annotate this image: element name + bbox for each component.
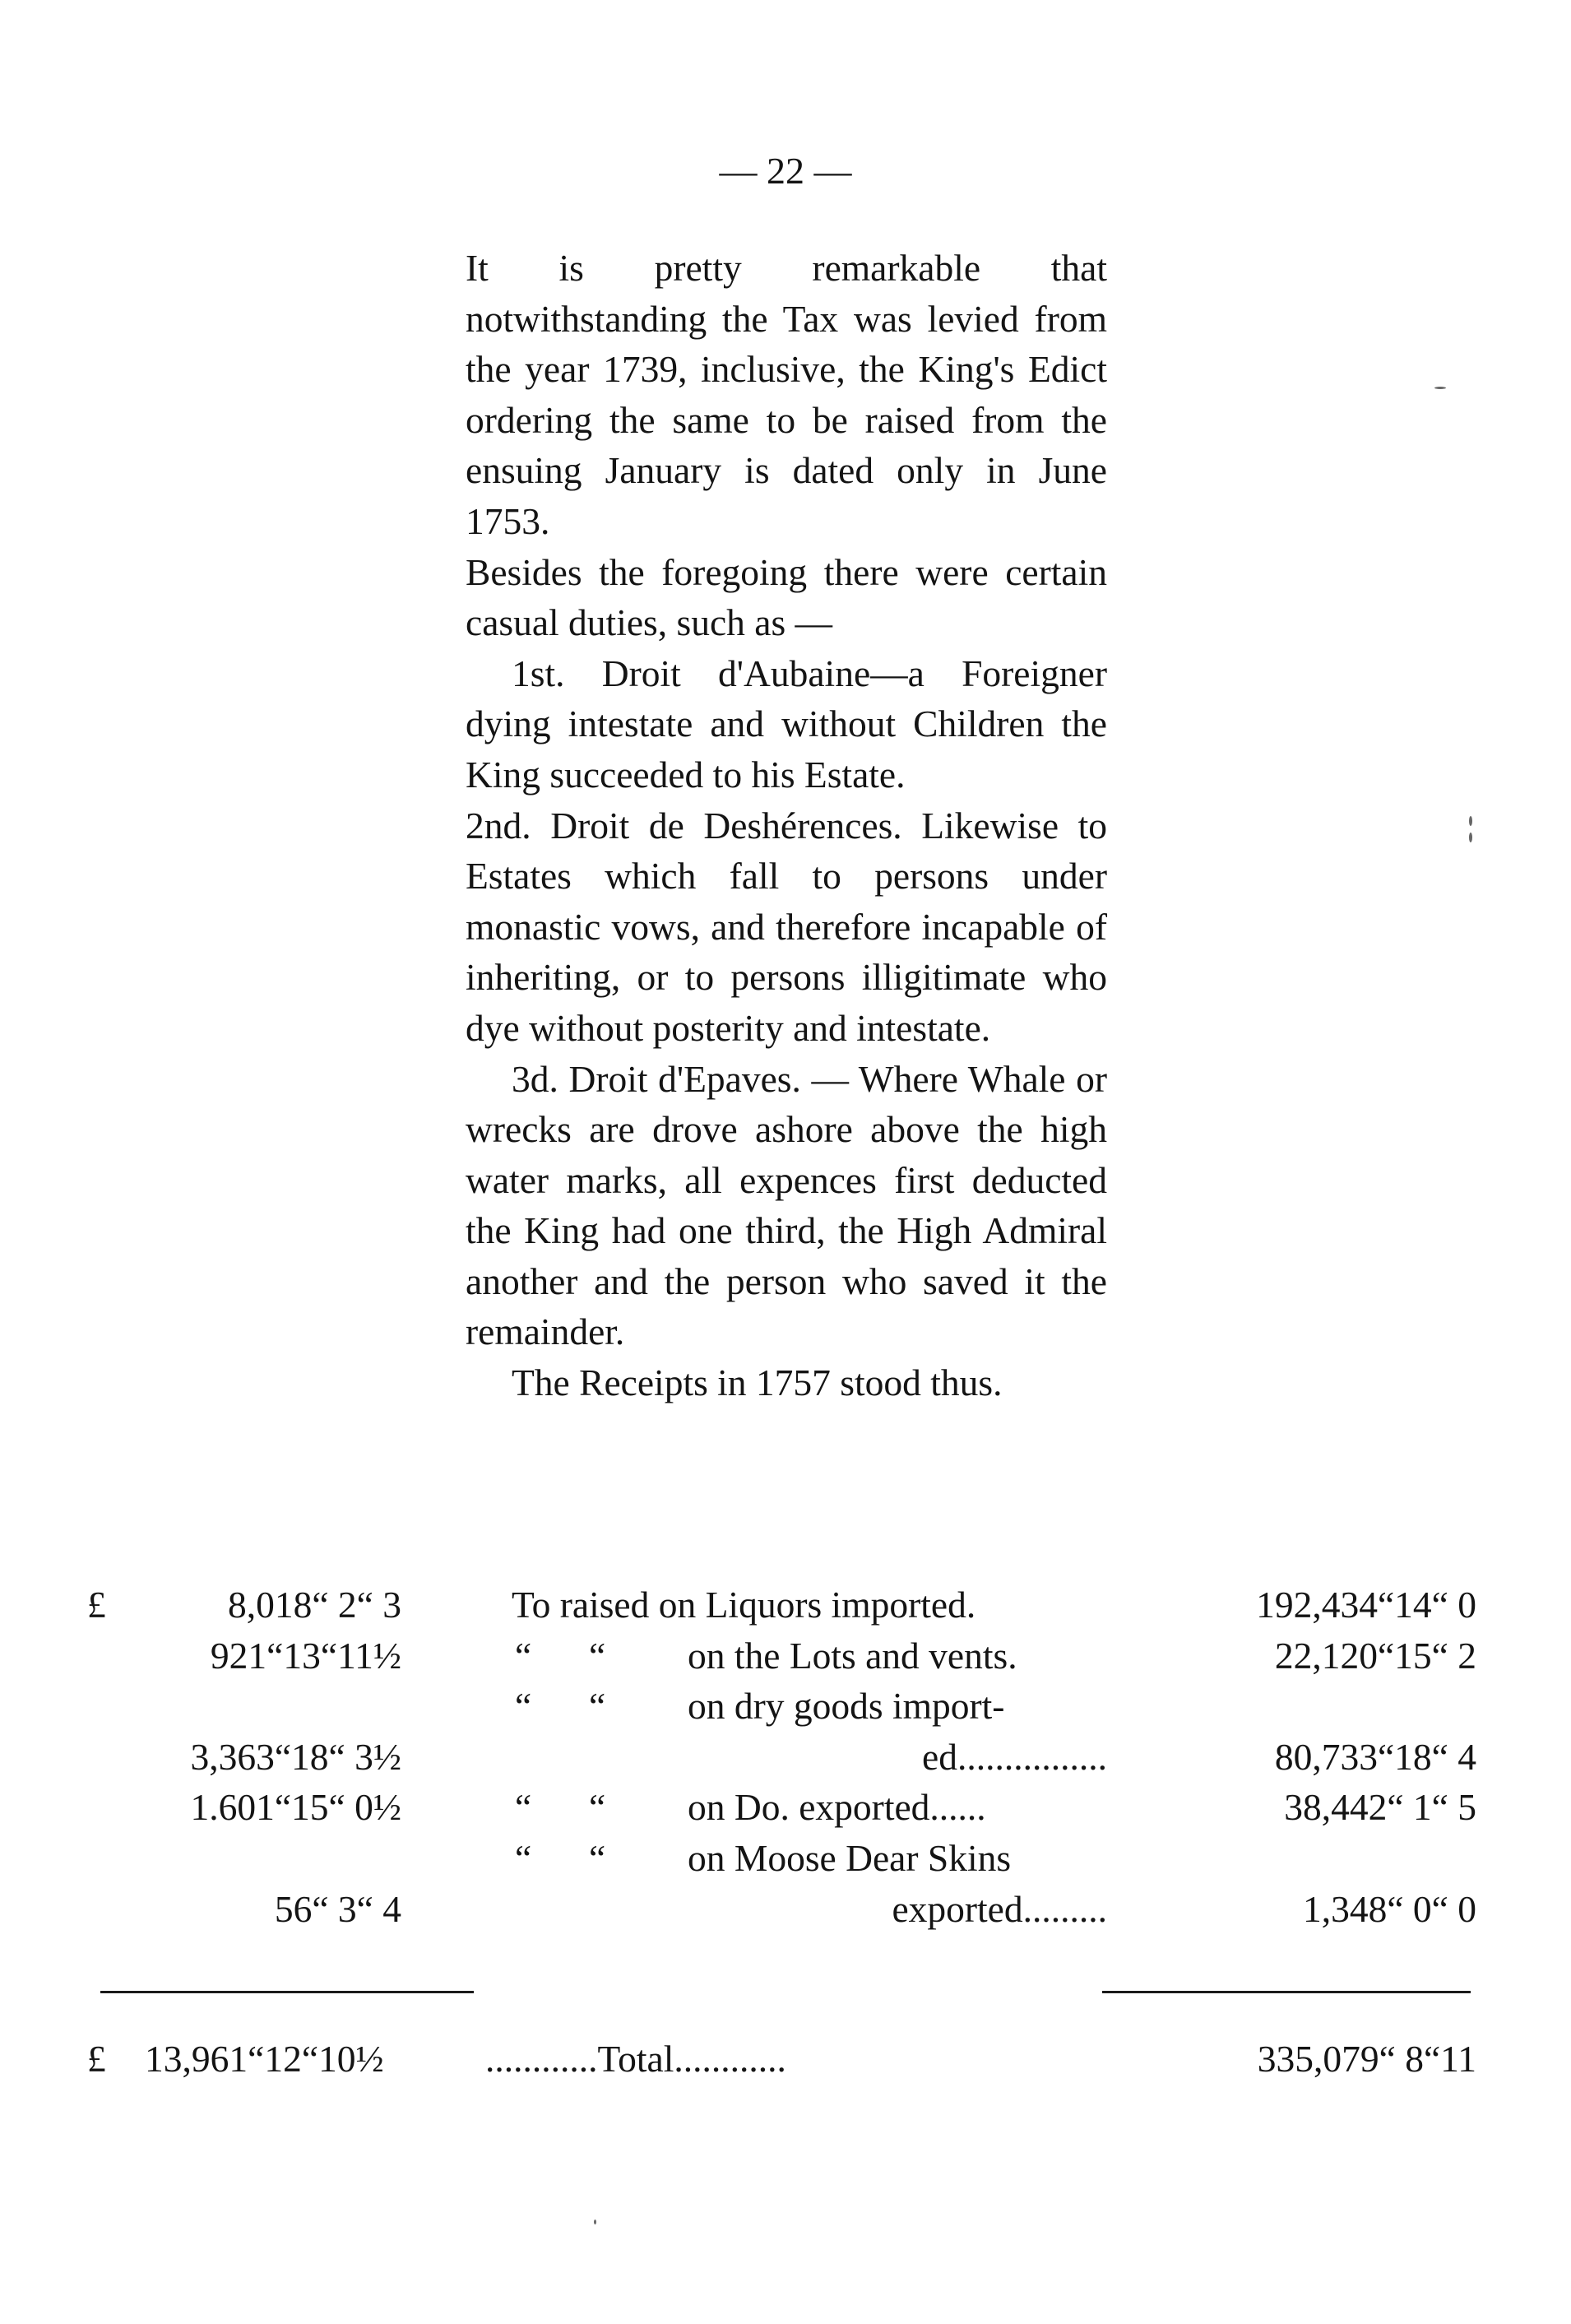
scan-speck	[594, 2220, 596, 2224]
left-amount: 3,363“18“ 3½	[190, 1735, 401, 1778]
ditto-mark: “	[589, 1786, 606, 1829]
left-total-amount: 13,961“12“10½	[145, 2038, 384, 2080]
total-rule-right	[1102, 1991, 1471, 1993]
table-row: 921“13“11½ “ “ on the Lots and vents. 22,120“15“ 2	[0, 1631, 1571, 1682]
table-row: £ 8,018“ 2“ 3 To raised on Liquors imported. 192,434“14“ 0	[0, 1579, 1571, 1631]
ditto-mark: “	[589, 1836, 606, 1879]
paragraph-tax-edict: It is pretty remarkable that notwithstanding the Tax was levied from the year 1739, inclusive, the King's Edict ordering the same to be raised from the ensuing January is dated only in June 1753.	[466, 247, 1107, 542]
left-amount: 56“ 3“ 4	[274, 1887, 401, 1930]
currency-symbol: £	[87, 1584, 106, 1626]
right-amount: 80,733“18“ 4	[1274, 1735, 1476, 1778]
ditto-mark: “	[589, 1634, 606, 1677]
left-amount: 8,018“ 2“ 3	[227, 1584, 401, 1626]
total-rule-left	[100, 1991, 474, 1993]
body-text	[466, 243, 1107, 1408]
right-amount: 22,120“15“ 2	[1274, 1634, 1476, 1677]
page-number: — 22 —	[719, 150, 852, 192]
paragraph-casual-duties: Besides the foregoing there were certain casual duties, such as —	[466, 550, 1107, 644]
table-row: 1.601“15“ 0½ “ “ on Do. exported...... 38,442“ 1“ 5	[0, 1782, 1571, 1833]
ditto-mark: “	[589, 1685, 606, 1728]
right-amount: 192,434“14“ 0	[1256, 1584, 1476, 1626]
left-amount: 1.601“15“ 0½	[190, 1786, 401, 1829]
paragraph-droit-desherences: 2nd. Droit de Deshérences. Likewise to Estates which fall to persons under monastic vows, and therefore incapable of inheriting, or to persons illigitimate who dye without posterity and intestate.	[466, 804, 1107, 1049]
ditto-mark: “	[515, 1685, 532, 1728]
scan-speck	[1434, 387, 1446, 389]
scan-speck	[1469, 816, 1472, 826]
right-amount: 1,348“ 0“ 0	[1302, 1887, 1476, 1930]
receipts-table	[0, 1579, 1571, 1934]
scan-speck	[1469, 833, 1472, 842]
table-row: 56“ 3“ 4 “ “ on Moose Dear Skins exported......... 1,348“ 0“ 0	[0, 1833, 1571, 1934]
ditto-mark: “	[515, 1786, 532, 1829]
right-total-amount: 335,079“ 8“11	[1257, 2038, 1476, 2080]
paragraph-receipts-intro: The Receipts in 1757 stood thus.	[512, 1361, 1003, 1404]
right-amount: 38,442“ 1“ 5	[1284, 1786, 1476, 1829]
total-row	[0, 2034, 1571, 2085]
ditto-mark: “	[515, 1836, 532, 1879]
ditto-mark: “	[515, 1634, 532, 1677]
paragraph-droit-epaves: 3d. Droit d'Epaves. — Where Whale or wrecks are drove ashore above the high water marks, all expences first deducted the King had one third, the High Admiral another and the person who saved it the remainder.	[466, 1057, 1107, 1353]
left-amount: 921“13“11½	[210, 1634, 401, 1677]
currency-symbol: £	[87, 2038, 106, 2080]
total-label: ............Total............	[485, 2038, 786, 2080]
paragraph-droit-aubaine: 1st. Droit d'Aubaine—a Foreigner dying intestate and without Children the King succeeded to his Estate.	[466, 652, 1107, 796]
table-row: 3,363“18“ 3½ “ “ on dry goods import- ed................ 80,733“18“ 4	[0, 1681, 1571, 1782]
